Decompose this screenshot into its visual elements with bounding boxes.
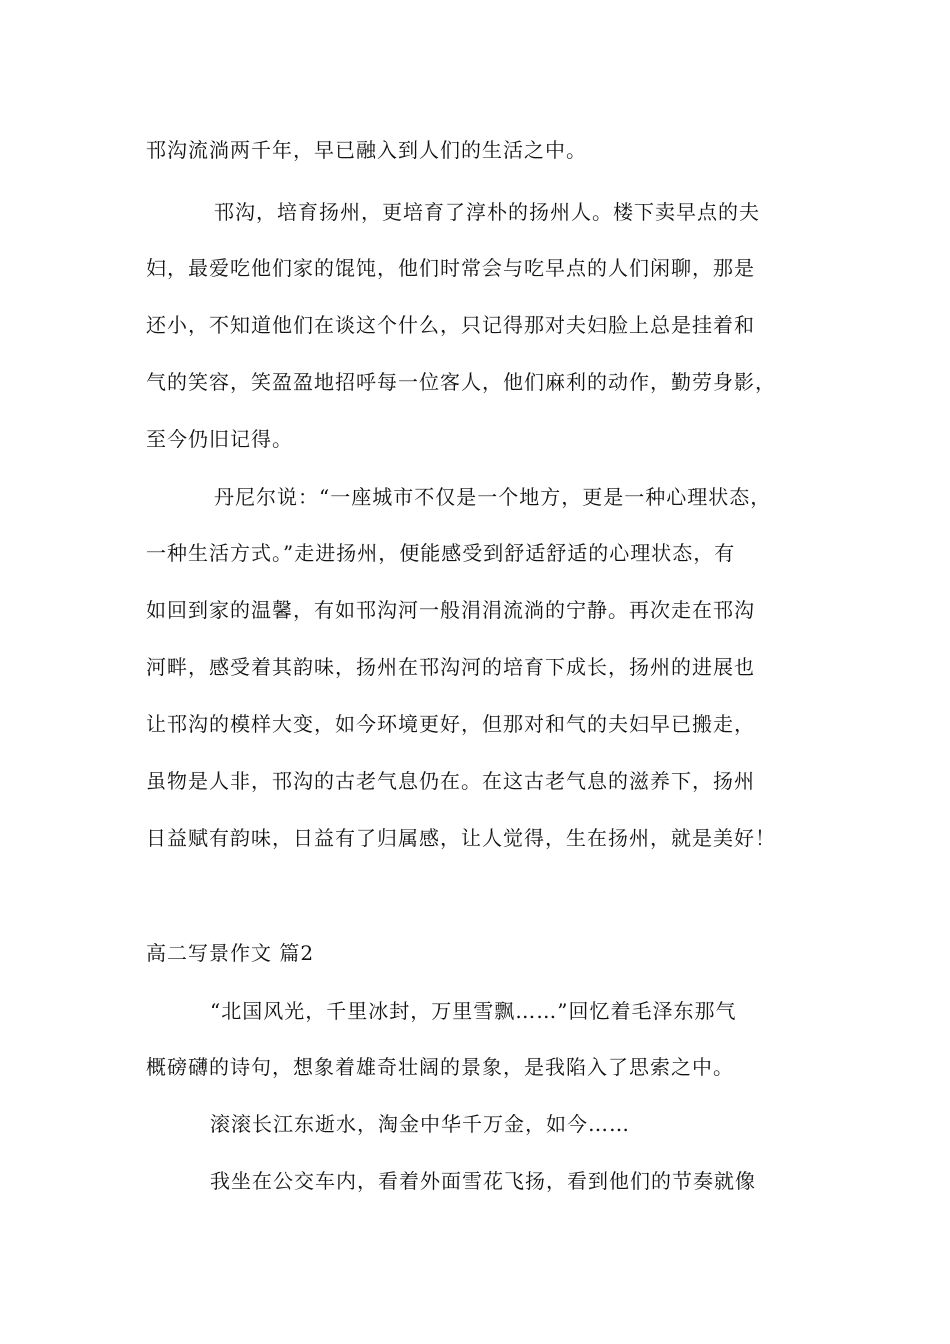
text-line: 河畔，感受着其韵味，扬州在邗沟河的培育下成长，扬州的进展也 xyxy=(146,655,755,679)
text-line: 至今仍旧记得。 xyxy=(146,427,293,451)
text-line: 一种生活方式。”走进扬州，便能感受到舒适舒适的心理状态，有 xyxy=(146,541,736,565)
text-line: 虽物是人非，邗沟的古老气息仍在。在这古老气息的滋养下，扬州 xyxy=(146,769,755,793)
text-line: 我坐在公交车内，看着外面雪花飞扬，看到他们的节奏就像 xyxy=(210,1169,756,1193)
text-line: 气的笑容，笑盈盈地招呼每一位客人，他们麻利的动作，勤劳身影， xyxy=(146,370,776,394)
text-line: 日益赋有韵味，日益有了归属感，让人觉得，生在扬州，就是美好！ xyxy=(146,826,776,850)
text-line: 邗沟，培育扬州，更培育了淳朴的扬州人。楼下卖早点的夫 xyxy=(214,200,760,224)
text-line: “北国风光，千里冰封，万里雪飘……”回忆着毛泽东那气 xyxy=(210,999,737,1023)
text-line: 如回到家的温馨，有如邗沟河一般涓涓流淌的宁静。再次走在邗沟 xyxy=(146,598,755,622)
text-line: 还小，不知道他们在谈这个什么，只记得那对夫妇脸上总是挂着和 xyxy=(146,313,755,337)
text-line: 邗沟流淌两千年，早已融入到人们的生活之中。 xyxy=(146,138,587,162)
text-line: 概磅礴的诗句，想象着雄奇壮阔的景象，是我陷入了思索之中。 xyxy=(146,1055,734,1079)
text-line: 妇，最爱吃他们家的馄饨，他们时常会与吃早点的人们闲聊，那是 xyxy=(146,256,755,280)
text-line: 滚滚长江东逝水，淘金中华千万金，如今…… xyxy=(210,1112,630,1136)
text-line: 丹尼尔说：“一座城市不仅是一个地方，更是一种心理状态， xyxy=(214,485,772,509)
section-heading: 高二写景作文 篇2 xyxy=(146,941,315,965)
text-line: 让邗沟的模样大变，如今环境更好，但那对和气的夫妇早已搬走， xyxy=(146,712,755,736)
